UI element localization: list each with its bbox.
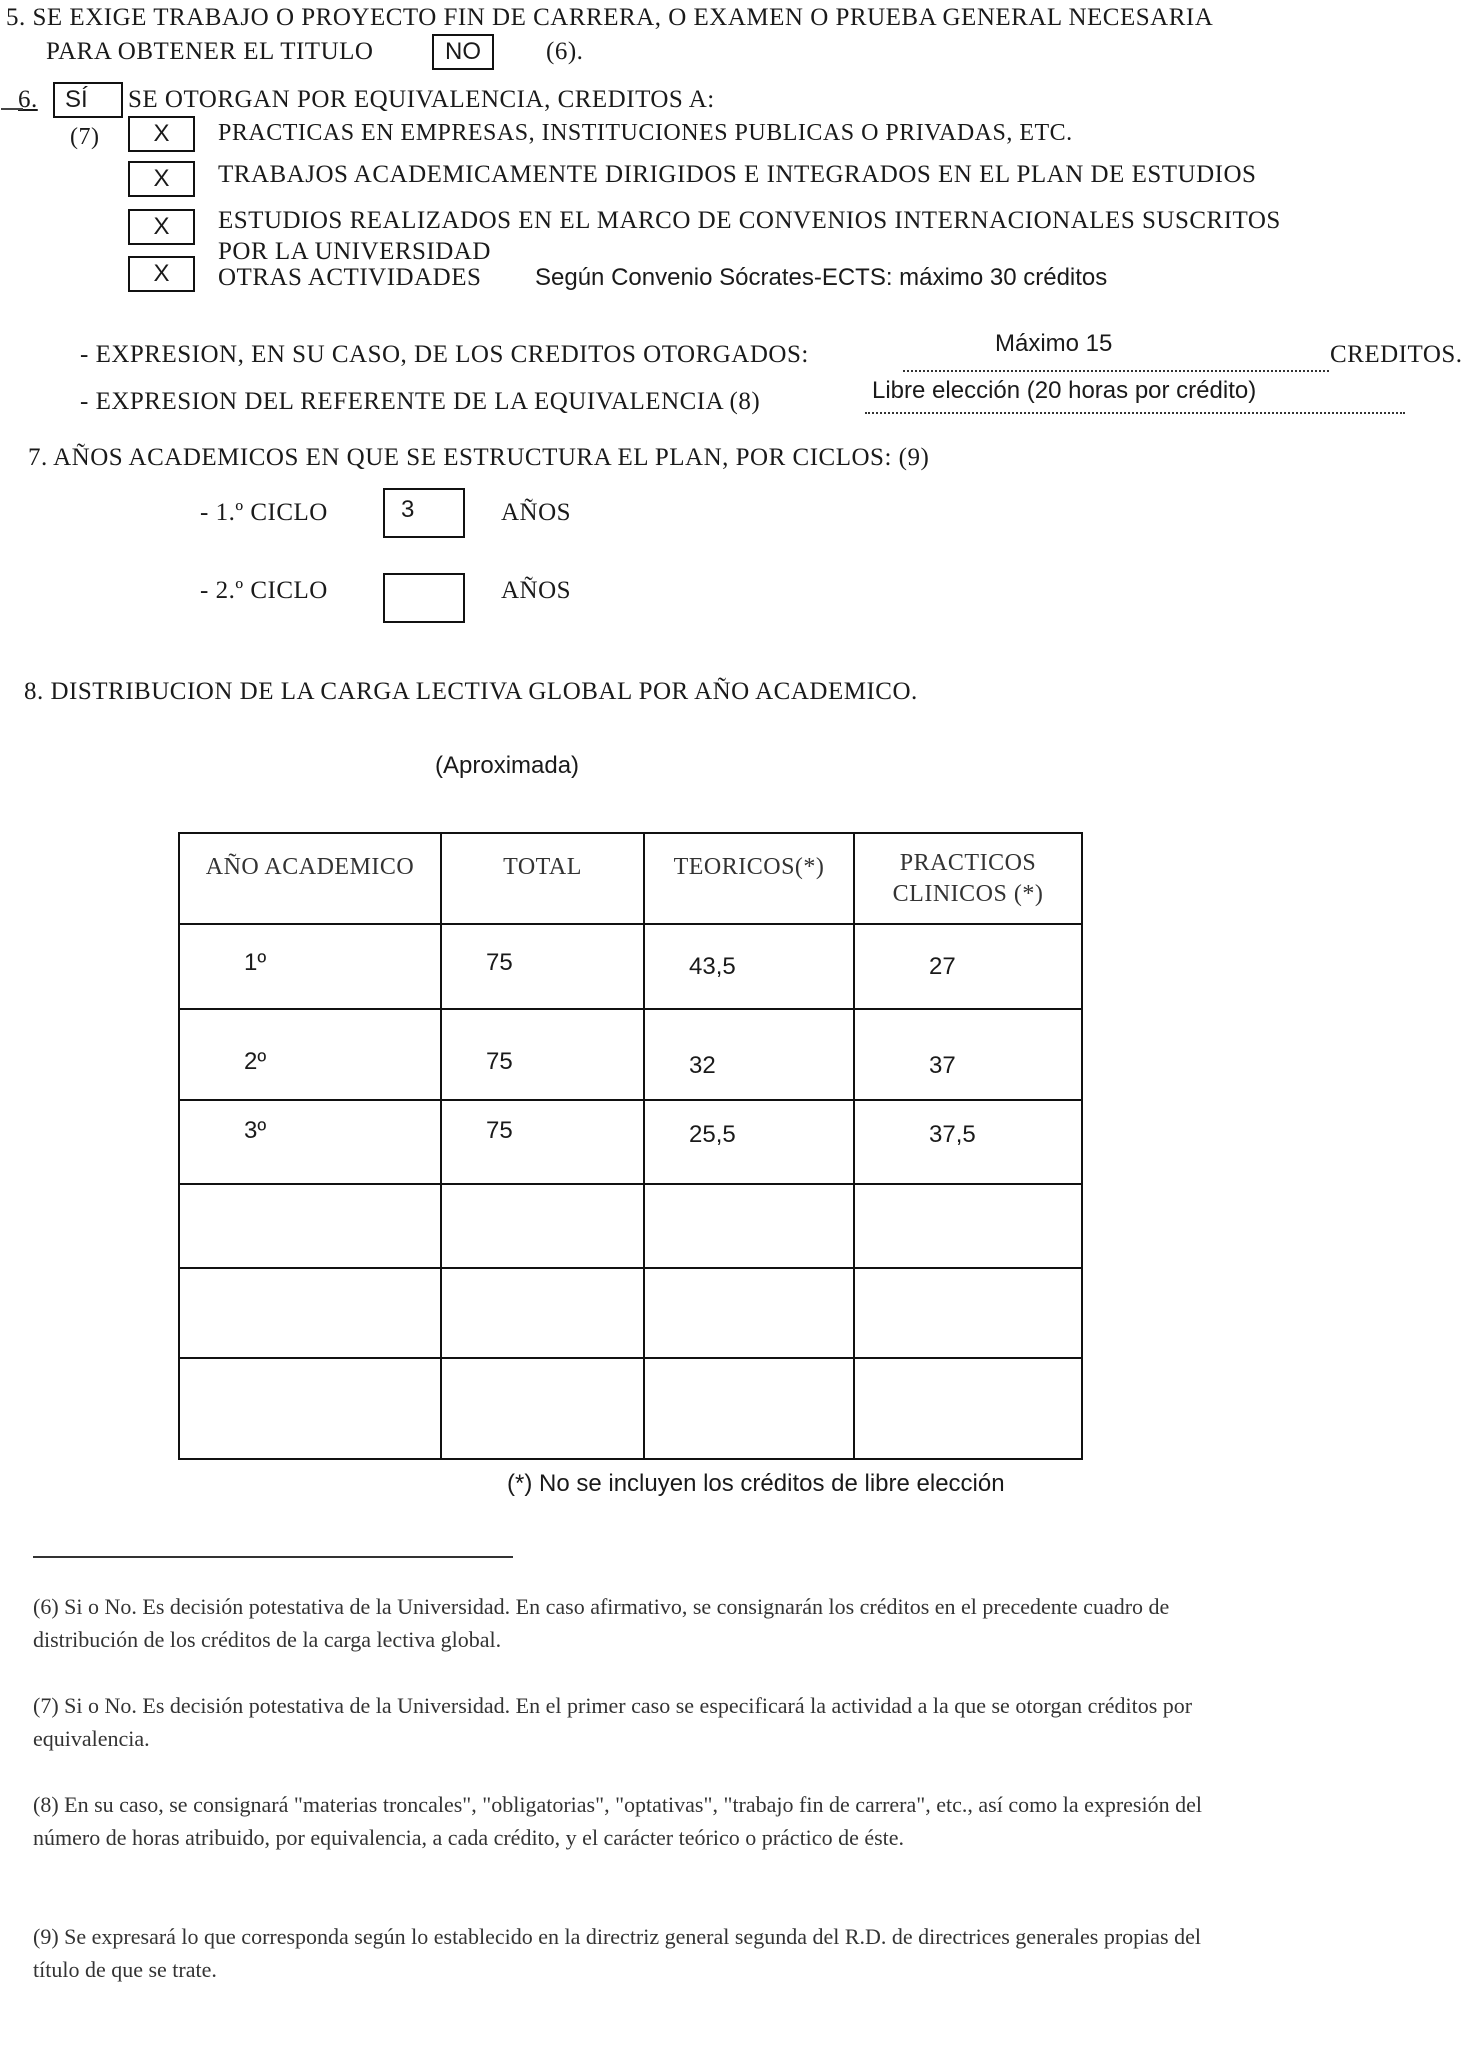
- cell-ano: 3º: [179, 1100, 441, 1184]
- ciclo2-unit: AÑOS: [501, 577, 572, 604]
- ciclo1-label: - 1.º CICLO: [200, 499, 328, 526]
- ciclo2-years-box: [383, 573, 465, 623]
- section8-subtitle: (Aproximada): [435, 752, 580, 779]
- header-practicos-clinicos: PRACTICOS CLINICOS (*): [854, 833, 1082, 924]
- table-row: [179, 1184, 1082, 1268]
- table-row: [179, 924, 1082, 1009]
- section5-line2: PARA OBTENER EL TITULO: [46, 38, 374, 65]
- section5-line1: 5. SE EXIGE TRABAJO O PROYECTO FIN DE CARRERA, O EXAMEN O PRUEBA GENERAL NECESARIA: [6, 4, 1214, 31]
- section5-answer-box: NO: [432, 34, 494, 70]
- equiv-item-3-checkbox: X: [128, 209, 195, 245]
- cell-teoricos: 32: [644, 1009, 854, 1100]
- cell-total: [441, 1184, 644, 1268]
- footnote-divider: [33, 1556, 513, 1558]
- section6-note: (7): [70, 124, 100, 150]
- section6-answer-box: SÍ: [53, 82, 123, 118]
- footnote-7: (7) Si o No. Es decisión potestativa de la Universidad. En el primer caso se especificará la actividad a la que se otorgan créditos por equivalencia.: [33, 1693, 1193, 1751]
- expr-referente-value: Libre elección (20 horas por crédito): [872, 377, 1257, 404]
- cell-teoricos: [644, 1358, 854, 1459]
- cell-practicos: 27: [854, 924, 1082, 1009]
- expr-creditos-label: - EXPRESION, EN SU CASO, DE LOS CREDITOS OTORGADOS:: [80, 341, 809, 368]
- header-teoricos: TEORICOS(*): [644, 833, 854, 924]
- section6-number: 6.: [18, 86, 38, 113]
- footnote-9: (9) Se expresará lo que corresponda según lo establecido en la directriz general segunda del R.D. de directrices generales propias del título de que se trate.: [33, 1924, 1201, 1982]
- cell-ano: 1º: [179, 924, 441, 1009]
- cell-teoricos: [644, 1184, 854, 1268]
- cell-practicos: 37: [854, 1009, 1082, 1100]
- cell-total: [441, 1358, 644, 1459]
- section8-title: 8. DISTRIBUCION DE LA CARGA LECTIVA GLOBAL POR AÑO ACADEMICO.: [24, 678, 918, 705]
- expr-creditos-suffix: CREDITOS.: [1330, 341, 1463, 368]
- equiv-item-4-checkbox: X: [128, 256, 195, 292]
- section6-title: SE OTORGAN POR EQUIVALENCIA, CREDITOS A:: [128, 86, 715, 113]
- cell-practicos: 37,5: [854, 1100, 1082, 1184]
- table-row: [179, 1268, 1082, 1358]
- equiv-item-2-label: TRABAJOS ACADEMICAMENTE DIRIGIDOS E INTEGRADOS EN EL PLAN DE ESTUDIOS: [218, 161, 1257, 188]
- cell-ano: [179, 1358, 441, 1459]
- table-row: [179, 1358, 1082, 1459]
- section7-title: 7. AÑOS ACADEMICOS EN QUE SE ESTRUCTURA EL PLAN, POR CICLOS: (9): [28, 444, 930, 471]
- ciclo2-label: - 2.º CICLO: [200, 577, 328, 604]
- section6-underline-mark: [1, 108, 23, 110]
- equiv-item-3-label-line2: POR LA UNIVERSIDAD: [218, 238, 491, 265]
- equiv-item-4-detail: Según Convenio Sócrates-ECTS: máximo 30 créditos: [535, 264, 1108, 291]
- cell-practicos: [854, 1184, 1082, 1268]
- table-row: [179, 1100, 1082, 1184]
- cell-practicos: [854, 1268, 1082, 1358]
- cell-ano: [179, 1268, 441, 1358]
- cell-total: [441, 1268, 644, 1358]
- table-footnote: (*) No se incluyen los créditos de libre elección: [507, 1470, 1005, 1497]
- table-header-row: [179, 833, 1082, 924]
- expr-referente-label: - EXPRESION DEL REFERENTE DE LA EQUIVALENCIA (8): [80, 388, 761, 415]
- cell-total: 75: [441, 1009, 644, 1100]
- ciclo1-years-box: 3: [383, 488, 465, 538]
- cell-practicos: [854, 1358, 1082, 1459]
- footnote-8: (8) En su caso, se consignará "materias troncales", "obligatorias", "optativas", "trabajo fin de carrera", etc., así como la expresión del número de horas atribuido, por equivalencia, a cada crédito, y el carácter teórico o práctico de éste.: [33, 1792, 1202, 1850]
- expr-creditos-value: Máximo 15: [995, 330, 1113, 357]
- equiv-item-1-checkbox: X: [128, 116, 195, 152]
- cell-teoricos: [644, 1268, 854, 1358]
- expr-creditos-dotted-line: [903, 344, 1329, 372]
- ciclo1-unit: AÑOS: [501, 499, 572, 526]
- cell-teoricos: 43,5: [644, 924, 854, 1009]
- cell-teoricos: 25,5: [644, 1100, 854, 1184]
- header-total: TOTAL: [441, 833, 644, 924]
- cell-total: 75: [441, 924, 644, 1009]
- equiv-item-3-label: ESTUDIOS REALIZADOS EN EL MARCO DE CONVENIOS INTERNACIONALES SUSCRITOS: [218, 207, 1281, 234]
- header-ano-academico: AÑO ACADEMICO: [179, 833, 441, 924]
- cell-total: 75: [441, 1100, 644, 1184]
- equiv-item-4-label: OTRAS ACTIVIDADES: [218, 264, 482, 291]
- section5-note: (6).: [546, 38, 584, 65]
- carga-lectiva-table: [178, 832, 1083, 1460]
- table-row: [179, 1009, 1082, 1100]
- cell-ano: 2º: [179, 1009, 441, 1100]
- footnote-6: (6) Si o No. Es decisión potestativa de la Universidad. En caso afirmativo, se consignarán los créditos en el precedente cuadro de distribución de los créditos de la carga lectiva global.: [33, 1594, 1170, 1652]
- equiv-item-1-label: PRACTICAS EN EMPRESAS, INSTITUCIONES PUBLICAS O PRIVADAS, ETC.: [218, 120, 1073, 146]
- cell-ano: [179, 1184, 441, 1268]
- equiv-item-2-checkbox: X: [128, 161, 195, 197]
